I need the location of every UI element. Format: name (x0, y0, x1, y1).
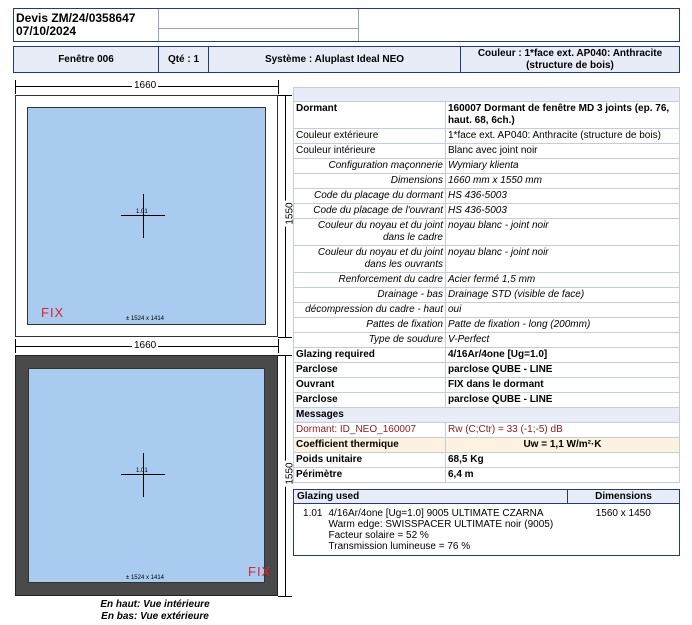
table-row (294, 318, 680, 333)
glass-size: ± 1524 x 1414 (126, 316, 164, 322)
prop-value: 68,5 Kg (446, 453, 680, 468)
prop-value: FIX dans le dormant (446, 378, 680, 393)
glass-pane-exterior (28, 368, 265, 583)
glazing-line: Facteur solaire = 52 % (328, 530, 429, 541)
prop-label: Dormant (294, 102, 446, 129)
prop-label: Couleur du noyau et du joint dans le cadre (294, 219, 446, 246)
table-row (294, 129, 680, 144)
prop-label: Parclose (294, 363, 446, 378)
glass-pane-interior (27, 107, 266, 325)
prop-value: HS 436-5003 (446, 189, 680, 204)
prop-value: Wymiary klienta (446, 159, 680, 174)
glass-size: ± 1524 x 1414 (126, 575, 164, 581)
dim-tick (278, 80, 279, 94)
prop-label: Couleur extérieure (294, 129, 446, 144)
window-color: Couleur : 1*face ext. AP040: Anthracite (structure de bois) (477, 47, 663, 71)
window-quantity: Qté : 1 (159, 47, 209, 72)
glazing-line: Warm edge: SWISSPACER ULTIMATE noir (9005) (328, 519, 554, 530)
prop-value: oui (446, 303, 680, 318)
table-row (294, 102, 680, 129)
prop-label: décompression du cadre - haut (294, 303, 446, 318)
glazing-used-title: Glazing used (294, 490, 568, 504)
quote-header-info (14, 9, 159, 41)
quote-date: 07/10/2024 (16, 24, 77, 38)
table-row (294, 378, 680, 393)
prop-label: Glazing required (294, 348, 446, 363)
prop-value: V-Perfect (446, 333, 680, 348)
prop-value: 4/16Ar/4one [Ug=1.0] (446, 348, 680, 363)
glazing-dims-title: Dimensions (568, 490, 680, 504)
prop-label: Renforcement du cadre (294, 273, 446, 288)
fix-label: FIX (41, 305, 65, 320)
height-dimension-bottom: 1550 (284, 462, 296, 485)
dim-tick (278, 339, 279, 353)
glazing-description (326, 504, 568, 556)
prop-value: parclose QUBE - LINE (446, 393, 680, 408)
messages-header (294, 408, 680, 423)
table-row (294, 363, 680, 378)
table-row (294, 288, 680, 303)
glass-label: 1.01 (136, 468, 148, 474)
window-name: Fenêtre 006 (14, 47, 159, 72)
prop-value: 1660 mm x 1550 mm (446, 174, 680, 189)
prop-label: Couleur du noyau et du joint dans les ouvrants (294, 246, 446, 273)
table-row (294, 303, 680, 318)
quote-header-spacer (159, 9, 359, 41)
quote-number: Devis ZM/24/0358647 (16, 11, 136, 25)
table-row (294, 159, 680, 174)
table-row (294, 219, 680, 246)
table-row (294, 453, 680, 468)
prop-label: Poids unitaire (294, 453, 446, 468)
prop-value: Patte de fixation - long (200mm) (446, 318, 680, 333)
prop-value: noyau blanc - joint noir (446, 219, 680, 246)
glazing-line: Transmission lumineuse = 76 % (328, 541, 471, 552)
table-row (294, 393, 680, 408)
window-frame-exterior (15, 355, 278, 596)
table-row (294, 144, 680, 159)
messages-title: Messages (294, 408, 680, 423)
quote-header (13, 8, 680, 42)
prop-label: Couleur intérieure (294, 144, 446, 159)
caption-bottom: En bas: Vue extérieure (101, 611, 209, 622)
prop-value: 160007 Dormant de fenêtre MD 3 joints (ep. 76, haut. 68, 6ch.) (446, 102, 680, 129)
table-row (294, 189, 680, 204)
prop-value: 1*face ext. AP040: Anthracite (structure de bois) (446, 129, 680, 144)
window-system: Système : Aluplast Ideal NEO (209, 47, 461, 72)
table-row (294, 504, 680, 556)
glazing-dims: 1560 x 1450 (595, 508, 651, 519)
glazing-line: 4/16Ar/4one [Ug=1.0] 9005 ULTIMATE CZARNA (328, 508, 544, 519)
prop-value: 6,4 m (446, 468, 680, 483)
table-row (294, 246, 680, 273)
prop-value: Blanc avec joint noir (446, 144, 680, 159)
prop-label: Pattes de fixation (294, 318, 446, 333)
table-row (294, 333, 680, 348)
prop-value: Drainage STD (visible de face) (446, 288, 680, 303)
window-info-bar (13, 46, 680, 73)
prop-label: Code du placage de l'ouvrant (294, 204, 446, 219)
prop-label: Parclose (294, 393, 446, 408)
dim-tick (278, 337, 292, 338)
glass-cross-icon (143, 453, 144, 497)
width-dimension-top: 1660 (134, 80, 157, 91)
table-row (294, 468, 680, 483)
table-row (294, 204, 680, 219)
glazing-used-table (293, 489, 680, 556)
prop-label: Ouvrant (294, 378, 446, 393)
caption-top: En haut: Vue intérieure (100, 599, 210, 610)
table-header-band (294, 88, 680, 102)
prop-label: Code du placage du dormant (294, 189, 446, 204)
prop-label: Type de soudure (294, 333, 446, 348)
thermal-label: Coefficient thermique (294, 438, 446, 453)
dim-tick (278, 596, 292, 597)
fix-label: FIX (248, 564, 272, 579)
table-row (294, 348, 680, 363)
table-row (294, 174, 680, 189)
prop-label: Drainage - bas (294, 288, 446, 303)
message-source: Dormant: ID_NEO_160007 (294, 423, 446, 438)
height-dimension-top: 1550 (284, 202, 296, 225)
prop-value: HS 436-5003 (446, 204, 680, 219)
prop-value: parclose QUBE - LINE (446, 363, 680, 378)
table-row (294, 273, 680, 288)
properties-table (293, 87, 680, 483)
prop-label: Configuration maçonnerie (294, 159, 446, 174)
prop-label: Dimensions (294, 174, 446, 189)
dim-tick (15, 80, 16, 94)
glazing-position: 1.01 (303, 508, 323, 519)
thermal-row (294, 438, 680, 453)
prop-value: Acier fermé 1,5 mm (446, 273, 680, 288)
glass-label: 1.01 (136, 209, 148, 215)
prop-value: noyau blanc - joint noir (446, 246, 680, 273)
thermal-value: Uw = 1,1 W/m²·K (446, 438, 680, 453)
glass-cross-icon (143, 194, 144, 238)
width-dimension-bottom: 1660 (134, 340, 157, 351)
table-row (294, 423, 680, 438)
prop-label: Périmètre (294, 468, 446, 483)
message-text: Rw (C;Ctr) = 33 (-1;-5) dB (446, 423, 680, 438)
window-frame-interior (15, 95, 278, 337)
